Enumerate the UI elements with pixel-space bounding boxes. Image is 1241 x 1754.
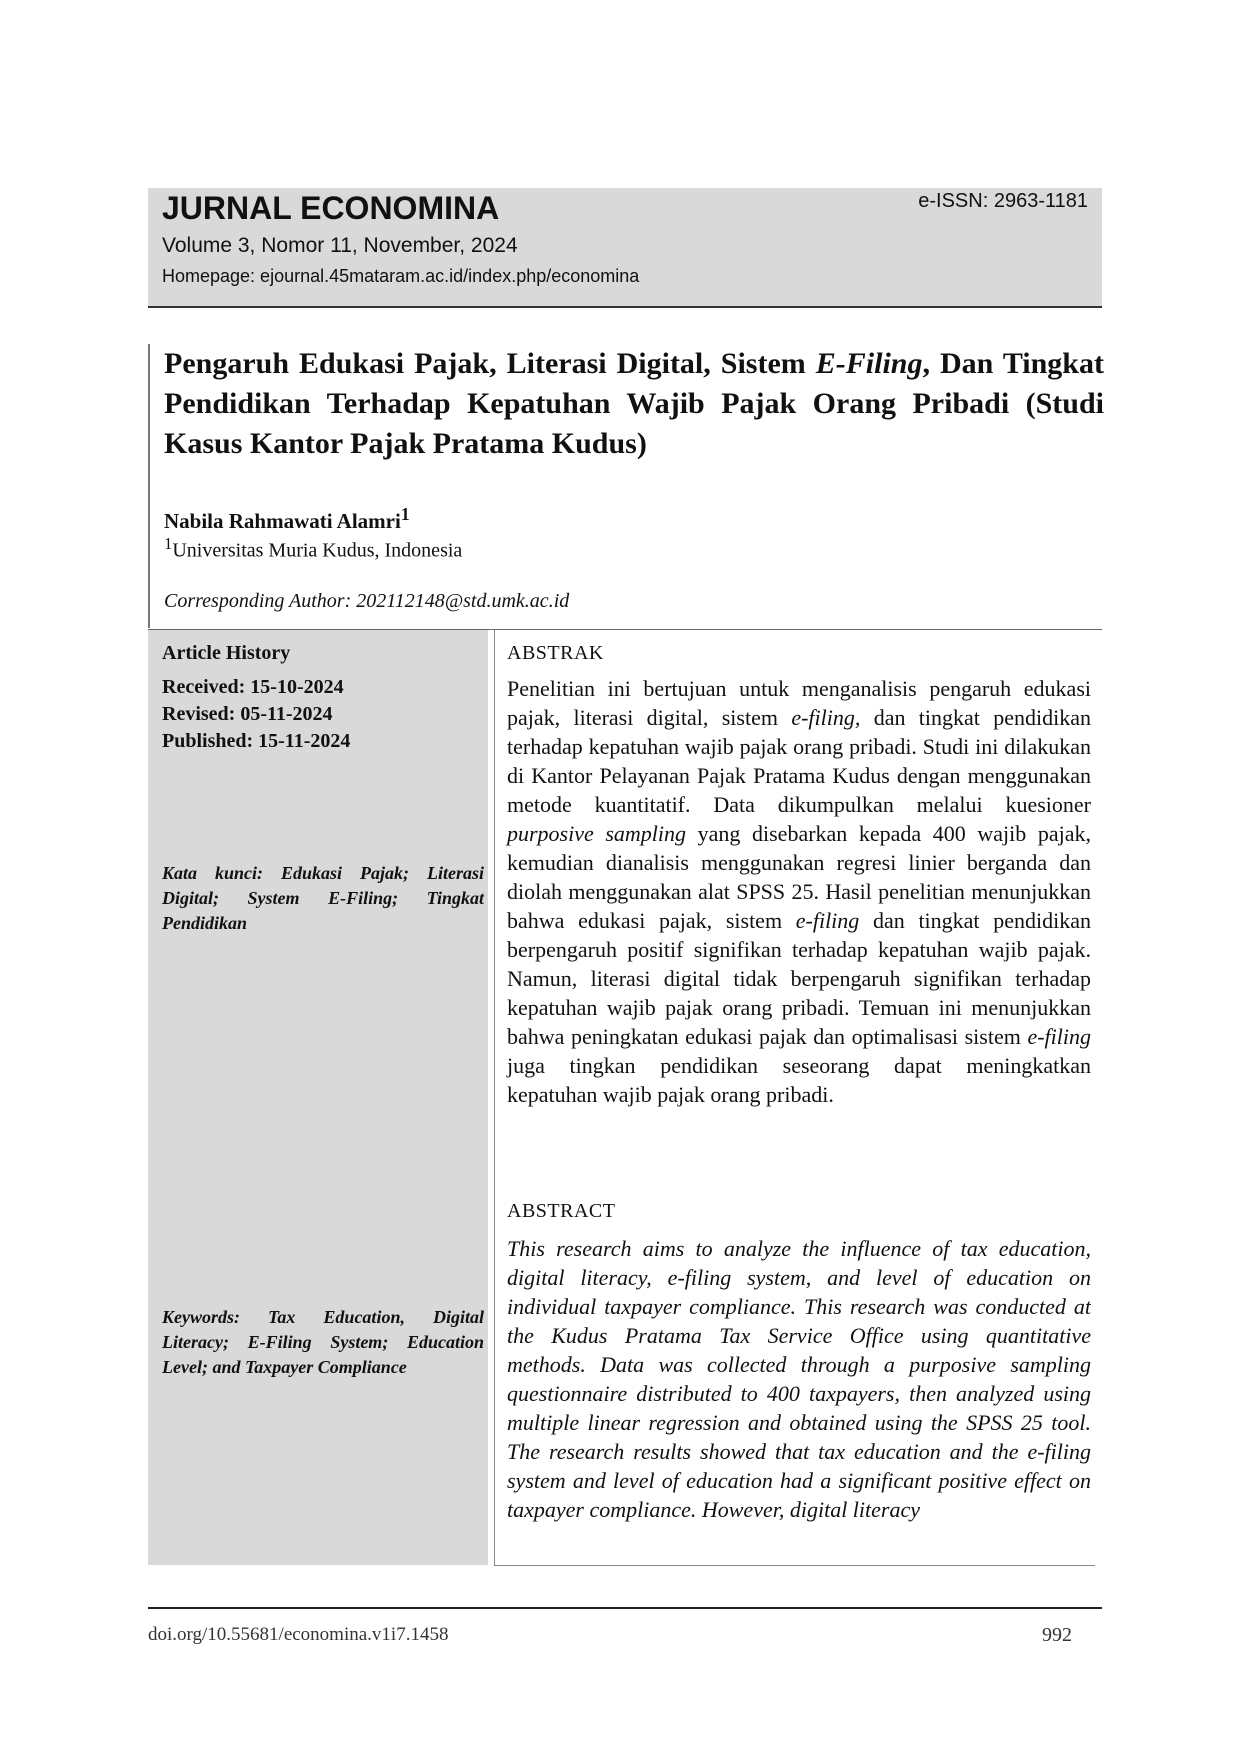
corresponding-author: Corresponding Author: 202112148@std.umk.ac.id <box>164 590 570 612</box>
author-sup: 1 <box>400 504 410 524</box>
issn: e-ISSN: 2963-1181 <box>918 190 1088 212</box>
keywords-id: Kata kunci: Edukasi Pajak; Literasi Digital; System E-Filing; Tingkat Pendidikan <box>162 863 484 933</box>
keywords-en: Keywords: Tax Education, Digital Literacy; E-Filing System; Education Level; and Taxpayer Compliance <box>162 1307 484 1377</box>
abstrak-p4: dan tingkat pendidikan berpengaruh positif signifikan terhadap kepatuhan wajib pajak. Namun, literasi digital tidak berpengaruh signifikan terhadap kepatuhan wajib pajak orang pribadi. Temuan ini menunjukkan bahwa peningkatan edukasi pajak dan optimalisasi sistem <box>507 908 1091 1049</box>
abstrak-p1: Penelitian ini bertujuan untuk menganalisis pengaruh edukasi pajak, literasi digital, sistem <box>507 676 1091 730</box>
abstrak-i4: e-filing <box>1027 1024 1091 1049</box>
author-name <box>164 504 410 534</box>
abstract-column <box>494 630 1095 1566</box>
history-heading: Article History <box>162 642 291 664</box>
affiliation-sup: 1 <box>164 534 173 553</box>
abstrak-p2: dan tingkat pendidikan terhadap kepatuhan wajib pajak orang pribadi. Studi ini dilakukan di Kantor Pelayanan Pajak Pratama Kudus dengan menggunakan metode kuantitatif. Data dikumpulkan melalui kuesioner <box>507 705 1091 817</box>
abstrak-heading: ABSTRAK <box>507 642 604 664</box>
title-italic: E-Filing <box>815 347 923 380</box>
abstract-text: This research aims to analyze the influence of tax education, digital literacy, e-filing system, and level of education on individual taxpayer compliance. This research was conducted at the Kudus Pratama Tax Service Office using quantitative methods. Data was collected through a purposive sampling questionnaire distributed to 400 taxpayers, then analyzed using multiple linear regression and obtained using the SPSS 25 tool. The research results showed that tax education and the e-filing system and level of education had a significant positive effect on taxpayer compliance. However, digital literacy <box>507 1236 1091 1522</box>
volume-info: Volume 3, Nomor 11, November, 2024 <box>162 234 518 257</box>
abstrak-text <box>507 674 1091 1109</box>
article-info-sidebar <box>148 630 488 1565</box>
received-date: Received: 15-10-2024 <box>162 676 344 698</box>
title-part1: Pengaruh Edukasi Pajak, Literasi Digital, Sistem <box>164 347 816 380</box>
journal-name: JURNAL ECONOMINA <box>162 190 500 226</box>
doi-link[interactable]: doi.org/10.55681/economina.v1i7.1458 <box>148 1624 449 1645</box>
abstrak-i3: e-filing <box>795 908 860 933</box>
abstrak-i2: purposive sampling <box>507 821 687 846</box>
footer-divider <box>148 1607 1102 1609</box>
page-number: 992 <box>1042 1624 1072 1646</box>
title-part2: , Dan Tingkat Pendidikan Terhadap Kepatuhan Wajib Pajak Orang Pribadi (Studi Kasus Kantor Pajak Pratama Kudus) <box>164 347 1104 460</box>
published-date: Published: 15-11-2024 <box>162 730 351 752</box>
abstrak-p3: yang disebarkan kepada 400 wajib pajak, kemudian dianalisis menggunakan regresi linier berganda dan diolah menggunakan alat SPSS 25. Hasil penelitian menunjukkan bahwa edukasi pajak, sistem <box>507 821 1091 933</box>
abstrak-p5: juga tingkan pendidikan seseorang dapat meningkatkan kepatuhan wajib pajak orang pribadi. <box>507 1053 1091 1107</box>
title-block <box>148 344 1104 628</box>
author-text: Nabila Rahmawati Alamri <box>164 509 401 533</box>
article-title <box>164 344 1104 464</box>
affiliation-text: Universitas Muria Kudus, Indonesia <box>172 539 463 562</box>
journal-header <box>148 188 1102 308</box>
homepage: Homepage: ejournal.45mataram.ac.id/index.php/economina <box>162 266 640 286</box>
affiliation <box>164 534 462 563</box>
revised-date: Revised: 05-11-2024 <box>162 703 333 725</box>
abstract-heading: ABSTRACT <box>507 1200 616 1222</box>
abstrak-i1: e-filing, <box>791 705 861 730</box>
